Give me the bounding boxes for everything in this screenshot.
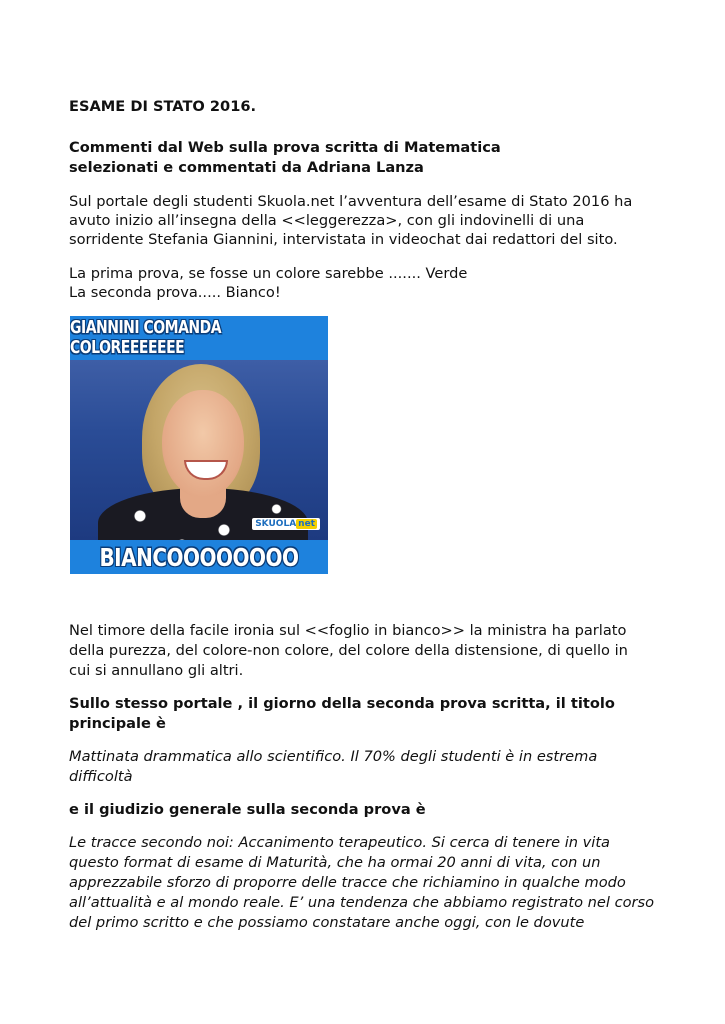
prova-line: La seconda prova..... Bianco!	[69, 284, 281, 301]
giudizio-line: e il giudizio generale sulla seconda prova è	[69, 801, 426, 818]
tracce-line: all’attualità e al mondo reale. E’ una tendenza che abbiamo registrato nel corso	[69, 894, 655, 911]
tracce-line: Le tracce secondo noi: Accanimento terapeutico. Si cerca di tenere in vita	[69, 834, 611, 851]
tracce-line: questo format di esame di Maturità, che ha ormai 20 anni di vita, con un	[69, 854, 601, 871]
meme-bottom-banner	[70, 540, 328, 574]
portrait-photo	[70, 360, 328, 540]
skuola-logo: SKUOLA net	[252, 518, 320, 530]
intro-line: Sul portale degli studenti Skuola.net l’avventura dell’esame di Stato 2016 ha	[69, 193, 633, 210]
portrait-face	[162, 390, 244, 498]
tracce-line: apprezzabile sforzo di proporre delle tracce che richiamino in qualche modo	[69, 874, 626, 891]
timore-line: Nel timore della facile ironia sul <<foglio in bianco>> la ministra ha parlato	[69, 622, 627, 639]
intro-line: sorridente Stefania Giannini, intervistata in videochat dai redattori del sito.	[69, 231, 618, 248]
meme-image	[70, 316, 328, 574]
portale-line: principale è	[69, 715, 166, 732]
prova-line: La prima prova, se fosse un colore sarebbe ....... Verde	[69, 265, 468, 282]
meme-top-banner	[70, 316, 328, 360]
portale-line: Sullo stesso portale , il giorno della seconda prova scritta, il titolo	[69, 695, 615, 712]
timore-line: della purezza, del colore-non colore, del colore della distensione, di quello in	[69, 642, 628, 659]
subtitle-line-1: Commenti dal Web sulla prova scritta di Matematica	[69, 139, 501, 156]
document-heading: ESAME DI STATO 2016.	[69, 98, 257, 115]
mattinata-line: Mattinata drammatica allo scientifico. Il 70% degli studenti è in estrema	[69, 748, 598, 765]
mattinata-line: difficoltà	[69, 768, 133, 785]
intro-line: avuto inizio all’insegna della <<leggerezza>, con gli indovinelli di una	[69, 212, 585, 229]
subtitle-line-2: selezionati e commentati da Adriana Lanza	[69, 159, 424, 176]
tracce-line: del primo scritto e che possiamo constatare anche oggi, con le dovute	[69, 914, 585, 931]
timore-line: cui si annullano gli altri.	[69, 662, 244, 679]
meme-top-caption: GIANNINI COMANDA COLOREEEEEEE	[70, 318, 222, 358]
meme-bottom-caption: BIANCOOOOOOOO	[99, 542, 299, 572]
